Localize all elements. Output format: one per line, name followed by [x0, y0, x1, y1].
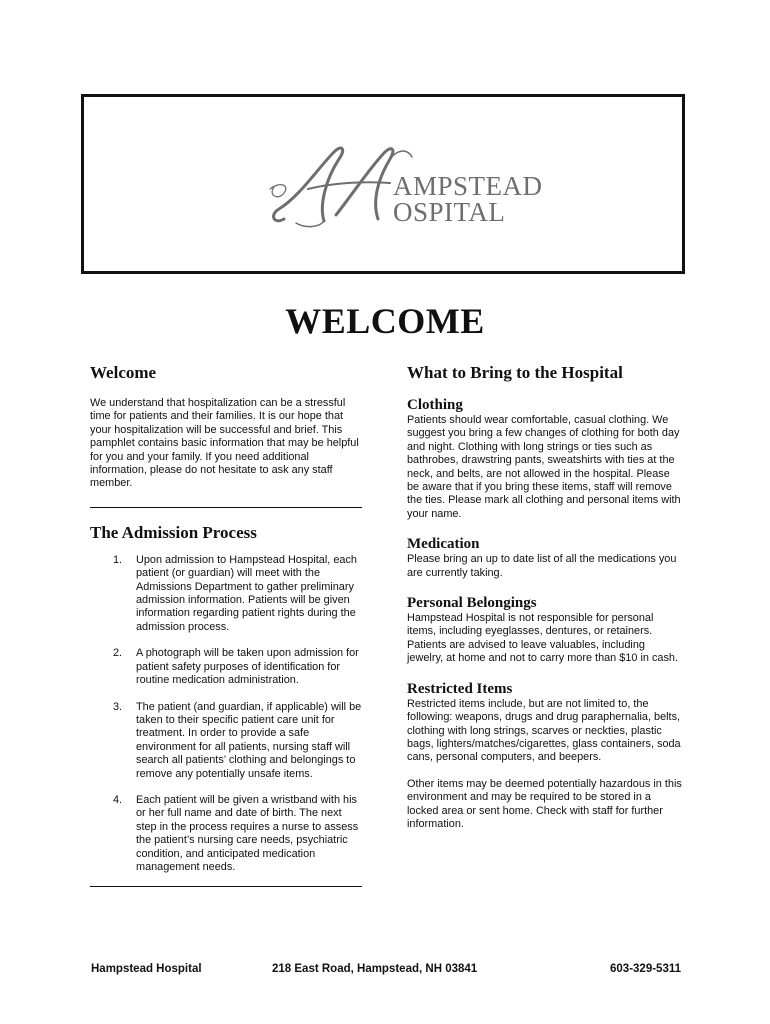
other-items-text: Other items may be deemed potentially hazardous in this environment and may be required to be stored in a locked area or sent home. Check with staff for further information.	[407, 777, 682, 830]
step-text: Each patient will be given a wristband with his or her full name and date of birth. The next step in the process requires a nurse to assess the patient’s nursing care needs, psychiatric condition, and anticipated medication management needs.	[136, 793, 359, 873]
belongings-heading: Personal Belongings	[407, 595, 537, 612]
divider	[90, 886, 362, 887]
admission-heading: The Admission Process	[90, 522, 257, 542]
welcome-text: We understand that hospitalization can be a stressful time for patients and their families. It is our hope that your hospitalization will be successful and brief. This pamphlet contains basic information that may be helpful for you and your family. If you need additional information, please do not hesitate to ask any staff member.	[90, 397, 359, 490]
admission-steps	[90, 554, 362, 875]
clothing-heading: Clothing	[407, 397, 463, 413]
step-number: 3.	[113, 700, 123, 713]
page-title: WELCOME	[285, 301, 485, 341]
what-to-bring-heading: What to Bring to the Hospital	[407, 363, 623, 382]
restricted-heading: Restricted Items	[407, 680, 513, 697]
medication-heading: Medication	[407, 536, 480, 553]
footer-address: 218 East Road, Hampstead, NH 03841	[272, 963, 478, 975]
restricted-text: Restricted items include, but are not limited to, the following: weapons, drugs and drug paraphernalia, belts, clothing with long strings, scarves or neckties, plastic bags, lighters/matches/cigarettes, glass containers, soda cans, personal computers, and beepers.	[407, 697, 681, 764]
step-text: Upon admission to Hampstead Hospital, each patient (or guardian) will meet with the Admissions Department to gather preliminary admission information. Patients will be given information regarding patient rights during the admission process.	[136, 553, 357, 633]
clothing-text: Patients should wear comfortable, casual clothing. We suggest you bring a few changes of clothing for both day and night. Clothing with long strings or ties such as bathrobes, drawstring pants, sweatshirts with ties at the neck, and belts, are not allowed in the hospital. Please be aware that if you bring these items, staff will remove the ties. Please mark all clothing and personal items with your name.	[407, 414, 681, 520]
footer-name: Hampstead Hospital	[91, 963, 202, 975]
step-number: 2.	[113, 647, 123, 660]
list-item	[90, 554, 362, 634]
step-number: 4.	[113, 793, 123, 806]
hospital-logo	[84, 97, 682, 271]
step-number: 1.	[113, 553, 123, 566]
logo-line-2: OSPITAL	[393, 197, 506, 227]
page-footer	[91, 963, 681, 979]
logo-line-1: AMPSTEAD	[393, 171, 543, 201]
divider	[90, 507, 362, 508]
logo-frame	[81, 94, 685, 274]
list-item	[90, 701, 362, 781]
right-column	[407, 362, 682, 831]
list-item	[90, 794, 362, 874]
step-text: The patient (and guardian, if applicable) will be taken to their specific patient care unit for treatment. In order to provide a safe environment for all patients, nursing staff will search all patients’ clothing and belongings to remove any potentially unsafe items.	[136, 700, 362, 780]
list-item	[90, 647, 362, 687]
left-column	[90, 362, 362, 887]
medication-text: Please bring an up to date list of all the medications you are currently taking.	[407, 553, 677, 579]
footer-phone: 603-329-5311	[610, 963, 681, 975]
welcome-heading: Welcome	[90, 363, 157, 382]
belongings-text: Hampstead Hospital is not responsible for personal items, including eyeglasses, dentures, or retainers. Patients are advised to leave valuables, including jewelry, at home and not to carry more than $10 in cash.	[407, 612, 678, 665]
step-text: A photograph will be taken upon admission for patient safety purposes of identification for routine medication administration.	[136, 647, 359, 687]
